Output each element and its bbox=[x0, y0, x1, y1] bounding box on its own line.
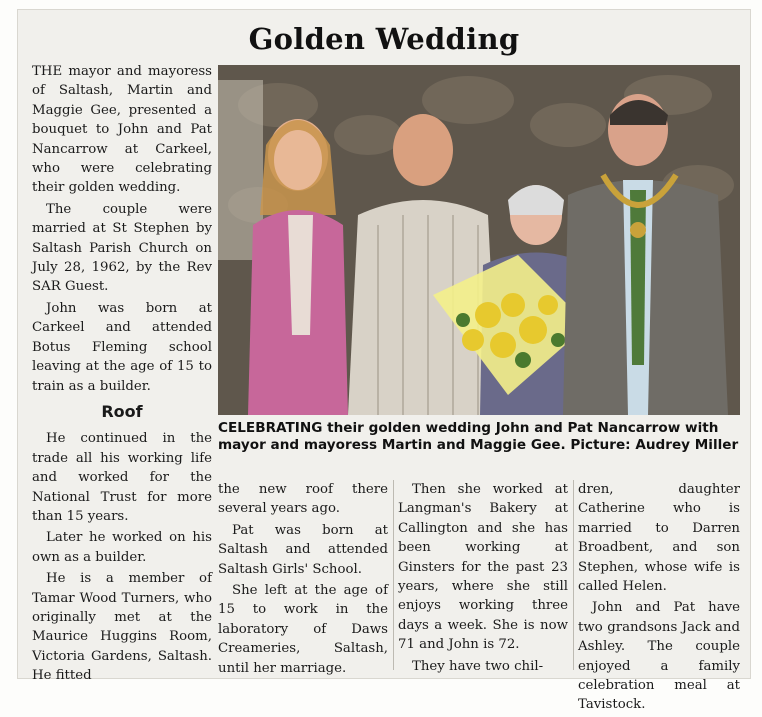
paragraph: Pat was born at Saltash and attended Saltash Girls' School. bbox=[218, 522, 388, 577]
headline: Golden Wedding bbox=[248, 22, 520, 56]
paragraph: He continued in the trade all his working life and worked for the National Trust for more than 15 years. bbox=[32, 431, 212, 524]
paragraph: John and Pat have two grandsons Jack and Ashley. The couple enjoyed a family celebration meal at Tavistock. bbox=[578, 600, 740, 713]
newspaper-clipping bbox=[18, 10, 750, 713]
article-column-2 bbox=[218, 480, 388, 680]
photo-caption: CELEBRATING their golden wedding John and Pat Nancarrow with mayor and mayoress Martin and Maggie Gee. Picture: Audrey Miller bbox=[218, 420, 739, 453]
photo-illustration bbox=[218, 65, 740, 415]
paragraph: They have two chil- bbox=[412, 658, 544, 674]
paragraph: She left at the age of 15 to work in the laboratory of Daws Creameries, Saltash, until her marriage. bbox=[218, 583, 388, 676]
paragraph: Then she worked at Langman's Bakery at Callington and she has been working at Ginsters for the past 23 years, where she still enjoys working three days a week. She is now 71 and John is 72. bbox=[398, 482, 568, 653]
article-column-4 bbox=[578, 480, 740, 717]
paragraph: dren, daughter Catherine who is married to Darren Broadbent, and son Stephen, whose wife is called Helen. bbox=[578, 482, 740, 595]
paragraph: John was born at Carkeel and attended Botus Fleming school leaving at the age of 15 to train as a builder. bbox=[32, 300, 212, 394]
paragraph: The couple were married at St Stephen by Saltash Parish Church on July 28, 1962, by the Rev SAR Guest. bbox=[32, 201, 212, 295]
paragraph: He is a member of Tamar Wood Turners, who originally met at the Maurice Huggins Room, Victoria Gardens, Saltash. He fitted bbox=[32, 571, 212, 684]
column-divider bbox=[393, 480, 394, 670]
subheading: Roof bbox=[101, 401, 143, 421]
article-column-3 bbox=[398, 480, 568, 678]
article-column-1 bbox=[32, 62, 212, 688]
photograph bbox=[218, 65, 740, 415]
paragraph: the new roof there several years ago. bbox=[218, 482, 388, 517]
paragraph: THE mayor and mayoress of Saltash, Martin and Maggie Gee, presented a bouquet to John and Pat Nancarrow at Carkeel, who were celebrating their golden wedding. bbox=[32, 64, 212, 196]
paragraph: Later he worked on his own as a builder. bbox=[32, 530, 212, 565]
column-divider bbox=[573, 480, 574, 670]
